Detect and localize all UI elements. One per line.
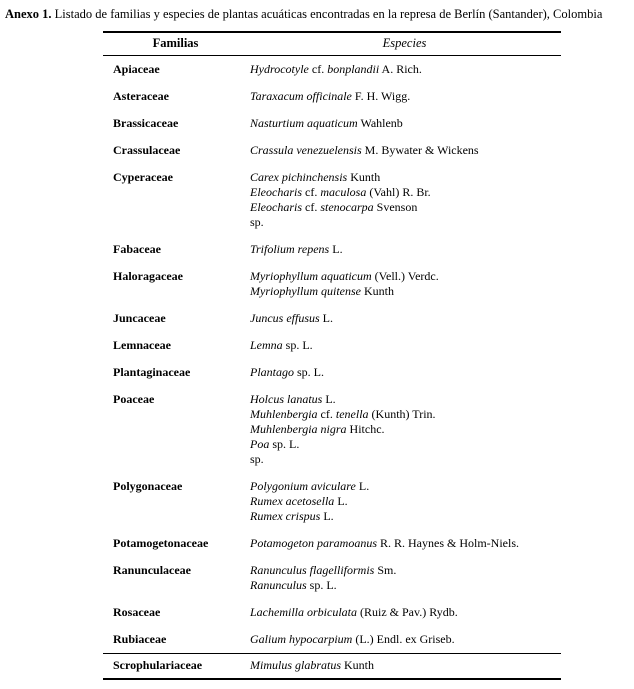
- species-name: Mimulus glabratus Kunth: [250, 658, 375, 672]
- species-name: sp.: [250, 215, 264, 229]
- species-name: Eleocharis cf. maculosa (Vahl) R. Br.: [250, 185, 431, 199]
- species-list: [248, 338, 561, 353]
- family-name: Haloragaceae: [113, 269, 183, 283]
- species-name: Muhlenbergia cf. tenella (Kunth) Trin.: [250, 407, 436, 421]
- column-header-familias: Familias: [152, 36, 199, 50]
- family-name: Ranunculaceae: [113, 563, 191, 577]
- table-caption: [0, 0, 634, 31]
- family-name: Scrophulariaceae: [113, 658, 203, 672]
- species-name: Holcus lanatus L.: [250, 392, 336, 406]
- table-row: [103, 530, 561, 557]
- table-row: [103, 83, 561, 110]
- family-name: Polygonaceae: [113, 479, 183, 493]
- species-name: Poa sp. L.: [250, 437, 300, 451]
- table-row: [103, 110, 561, 137]
- family-name: Plantaginaceae: [113, 365, 191, 379]
- family-name: Cyperaceae: [113, 170, 173, 184]
- species-table: [103, 31, 561, 680]
- species-list: [248, 116, 561, 131]
- table-row: [103, 557, 561, 599]
- species-name: Ranunculus flagelliformis Sm.: [250, 563, 397, 577]
- species-list: [248, 62, 561, 77]
- table-row: [103, 332, 561, 359]
- table-row: [103, 137, 561, 164]
- species-list: [248, 242, 561, 257]
- species-name: Polygonium aviculare L.: [250, 479, 370, 493]
- species-list: [248, 311, 561, 326]
- species-name: Taraxacum officinale F. H. Wigg.: [250, 89, 411, 103]
- family-name: Crassulaceae: [113, 143, 181, 157]
- species-list: [248, 365, 561, 380]
- species-list: [248, 170, 561, 230]
- species-name: sp.: [250, 452, 264, 466]
- species-list: [248, 143, 561, 158]
- family-name: Brassicaceae: [113, 116, 179, 130]
- species-name: Carex pichinchensis Kunth: [250, 170, 381, 184]
- column-header-especies: Especies: [382, 36, 427, 50]
- family-name: Poaceae: [113, 392, 155, 406]
- table-row: [103, 653, 561, 678]
- table-row: [103, 56, 561, 83]
- species-name: Rumex crispus L.: [250, 509, 334, 523]
- species-name: Eleocharis cf. stenocarpa Svenson: [250, 200, 418, 214]
- table-row: [103, 263, 561, 305]
- family-name: Fabaceae: [113, 242, 161, 256]
- table-row: [103, 626, 561, 653]
- species-name: Plantago sp. L.: [250, 365, 324, 379]
- species-name: Crassula venezuelensis M. Bywater & Wickens: [250, 143, 479, 157]
- table-row: [103, 359, 561, 386]
- family-name: Juncaceae: [113, 311, 166, 325]
- species-list: [248, 536, 561, 551]
- table-header-row: [103, 31, 561, 56]
- species-name: Myriophyllum quitense Kunth: [250, 284, 394, 298]
- caption-text: Listado de familias y especies de plantas acuáticas encontradas en la represa de Berlín (Santander), Colombia: [51, 7, 603, 21]
- table-body: [103, 56, 561, 680]
- species-name: Trifolium repens L.: [250, 242, 343, 256]
- species-name: Lachemilla orbiculata (Ruiz & Pav.) Rydb.: [250, 605, 458, 619]
- family-name: Apiaceae: [113, 62, 160, 76]
- species-list: [248, 658, 561, 673]
- species-name: Myriophyllum aquaticum (Vell.) Verdc.: [250, 269, 439, 283]
- family-name: Lemnaceae: [113, 338, 171, 352]
- table-row: [103, 164, 561, 236]
- species-list: [248, 563, 561, 593]
- species-name: Ranunculus sp. L.: [250, 578, 337, 592]
- species-list: [248, 89, 561, 104]
- species-list: [248, 605, 561, 620]
- species-name: Galium hypocarpium (L.) Endl. ex Griseb.: [250, 632, 455, 646]
- table-row: [103, 599, 561, 626]
- species-list: [248, 392, 561, 467]
- table-row: [103, 305, 561, 332]
- table-row: [103, 236, 561, 263]
- species-list: [248, 632, 561, 647]
- species-name: Potamogeton paramoanus R. R. Haynes & Holm-Niels.: [250, 536, 519, 550]
- family-name: Rosaceae: [113, 605, 161, 619]
- species-list: [248, 269, 561, 299]
- species-name: Rumex acetosella L.: [250, 494, 348, 508]
- species-name: Nasturtium aquaticum Wahlenb: [250, 116, 403, 130]
- family-name: Rubiaceae: [113, 632, 167, 646]
- species-name: Muhlenbergia nigra Hitchc.: [250, 422, 385, 436]
- species-name: Lemna sp. L.: [250, 338, 313, 352]
- species-list: [248, 479, 561, 524]
- species-name: Juncus effusus L.: [250, 311, 333, 325]
- family-name: Potamogetonaceae: [113, 536, 209, 550]
- species-name: Hydrocotyle cf. bonplandii A. Rich.: [250, 62, 422, 76]
- caption-label: Anexo 1.: [5, 7, 52, 21]
- table-row: [103, 386, 561, 473]
- table-row: [103, 473, 561, 530]
- family-name: Asteraceae: [113, 89, 169, 103]
